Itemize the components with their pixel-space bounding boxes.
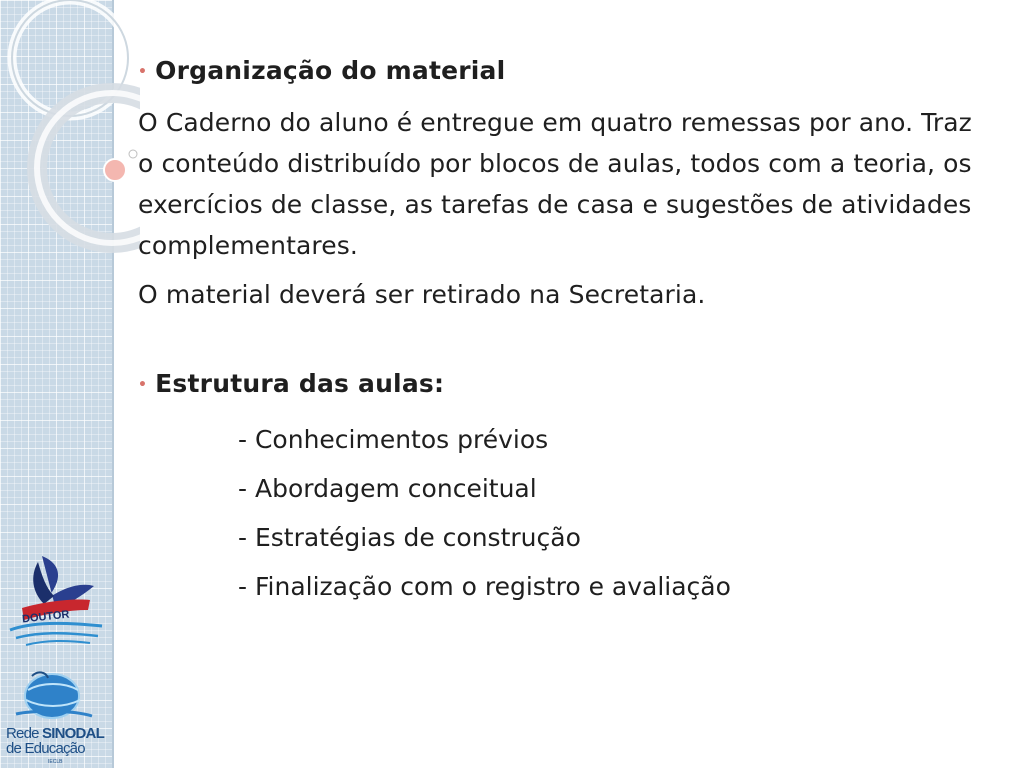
list-item: - Abordagem conceitual (238, 474, 537, 503)
section-heading-text: Organização do material (155, 56, 506, 85)
slide-content (138, 50, 978, 611)
sinodal-text-educacao: de Educação (6, 740, 85, 757)
small-ring-icon (129, 150, 137, 158)
list-item: - Estratégias de construção (238, 523, 581, 552)
sinodal-logo-text (6, 726, 106, 756)
sinodal-text-rede: Rede (6, 725, 43, 742)
bullet-icon: • (138, 64, 148, 80)
bullet-icon: • (138, 377, 148, 393)
section-heading-estrutura (138, 363, 978, 409)
doutor-logo (2, 552, 110, 650)
decorative-rings (0, 0, 140, 300)
section-heading-text: Estrutura das aulas: (155, 369, 445, 398)
estrutura-list (138, 415, 978, 611)
paragraph-secretaria: O material deverá ser retirado na Secretaria. (138, 280, 706, 309)
doutor-logo-text: DOUTOR (21, 608, 70, 626)
pink-dot-icon (104, 159, 126, 181)
sinodal-text-sinodal: SINODAL (42, 725, 104, 742)
section-heading-organizacao (138, 50, 978, 96)
paragraph-caderno: O Caderno do aluno é entregue em quatro remessas por ano. Traz o conteúdo distribuído por blocos de aulas, todos com a teoria, os exercícios de classe, as tarefas de casa e sugestões de atividades complementares. (138, 108, 972, 260)
list-item: - Conhecimentos prévios (238, 425, 549, 454)
sinodal-small-text: IECLB (48, 759, 63, 765)
list-item: - Finalização com o registro e avaliação (238, 572, 731, 601)
